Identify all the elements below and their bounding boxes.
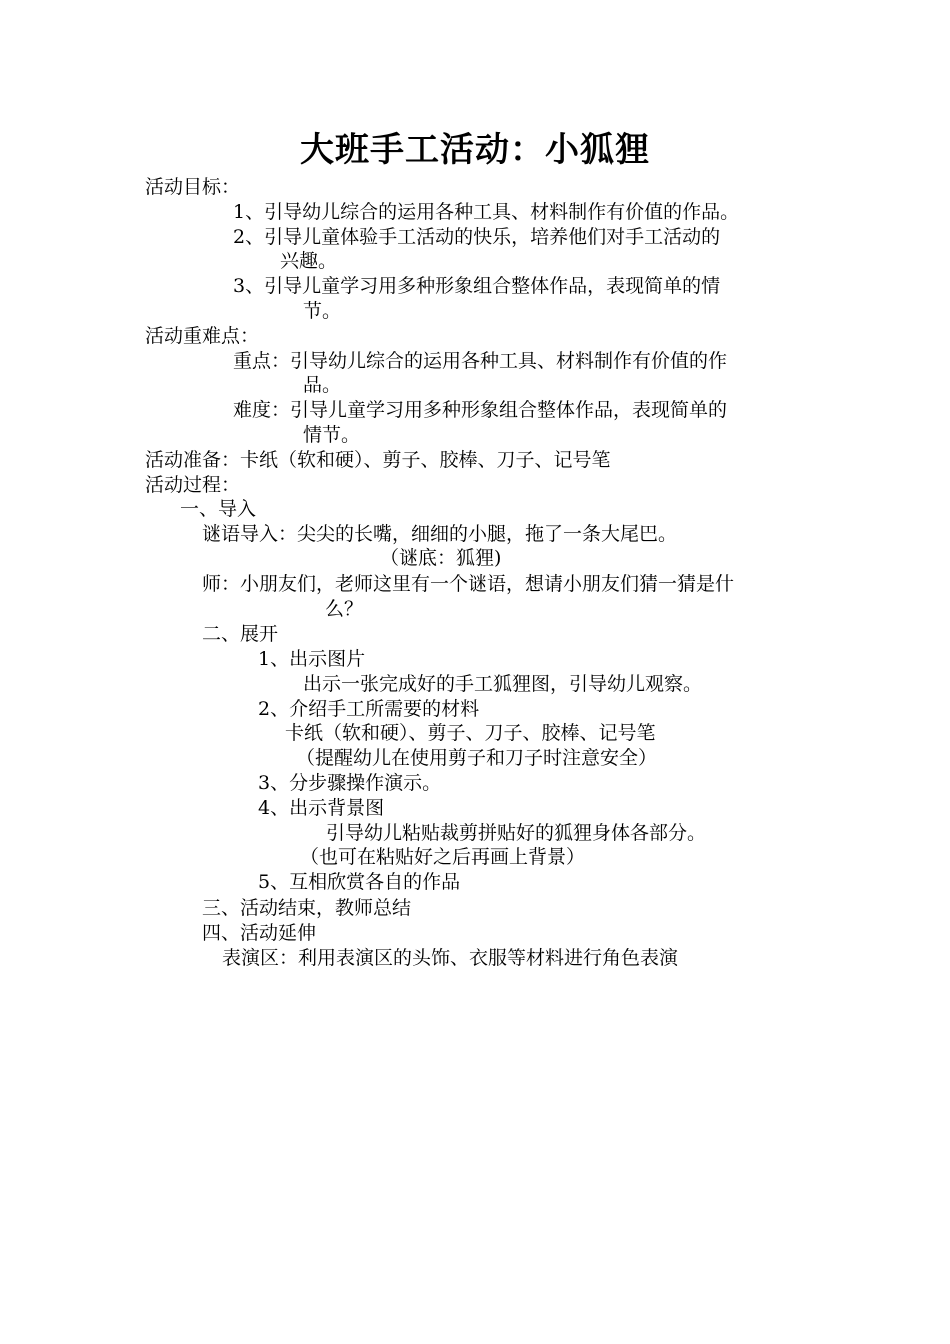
step-4-detail: 引导幼儿粘贴裁剪拼贴好的狐狸身体各部分。 (326, 822, 707, 844)
goals-heading: 活动目标： (145, 176, 241, 198)
goal-item-3: 3、引导儿童学习用多种形象组合整体作品，表现简单的情 (233, 275, 721, 297)
step-3: 3、分步骤操作演示。 (258, 772, 442, 794)
section-1-title: 一、导入 (180, 498, 257, 520)
section-2-title: 二、展开 (202, 623, 279, 645)
step-1-detail: 出示一张完成好的手工狐狸图，引导幼儿观察。 (303, 673, 703, 695)
extension-line: 表演区：利用表演区的头饰、衣服等材料进行角色表演 (222, 947, 679, 969)
riddle-answer: （谜底：狐狸) (380, 547, 502, 569)
difficulty-point-continued: 情节。 (303, 424, 361, 446)
step-1: 1、出示图片 (258, 648, 366, 670)
key-points-heading: 活动重难点： (145, 325, 260, 347)
step-4-note: （也可在粘贴好之后再画上背景） (300, 846, 586, 868)
focus-point: 重点：引导幼儿综合的运用各种工具、材料制作有价值的作 (233, 350, 728, 372)
document-title: 大班手工活动：小狐狸 (300, 130, 650, 170)
teacher-line: 师：小朋友们，老师这里有一个谜语，想请小朋友们猜一猜是什 (202, 573, 735, 595)
step-5: 5、互相欣赏各自的作品 (258, 871, 461, 893)
step-2: 2、介绍手工所需要的材料 (258, 698, 480, 720)
goal-item-2-continued: 兴趣。 (280, 250, 338, 272)
goal-item-3-continued: 节。 (303, 300, 342, 322)
section-3-title: 三、活动结束，教师总结 (202, 897, 412, 919)
riddle-line: 谜语导入：尖尖的长嘴，细细的小腿，拖了一条大尾巴。 (202, 523, 678, 545)
step-2-note: （提醒幼儿在使用剪子和刀子时注意安全） (296, 747, 658, 769)
goal-item-1: 1、引导幼儿综合的运用各种工具、材料制作有价值的作品。 (233, 201, 740, 223)
goal-item-2: 2、引导儿童体验手工活动的快乐，培养他们对手工活动的 (233, 226, 721, 248)
focus-point-continued: 品。 (303, 374, 342, 396)
process-heading: 活动过程： (145, 474, 241, 496)
section-4-title: 四、活动延伸 (202, 922, 317, 944)
preparation-line: 活动准备：卡纸（软和硬）、剪子、胶棒、刀子、记号笔 (145, 449, 611, 471)
step-4: 4、出示背景图 (258, 797, 385, 819)
teacher-line-continued: 么？ (325, 598, 364, 620)
step-2-materials: 卡纸（软和硬）、剪子、刀子、胶棒、记号笔 (285, 722, 656, 744)
difficulty-point: 难度：引导儿童学习用多种形象组合整体作品，表现简单的 (233, 399, 728, 421)
